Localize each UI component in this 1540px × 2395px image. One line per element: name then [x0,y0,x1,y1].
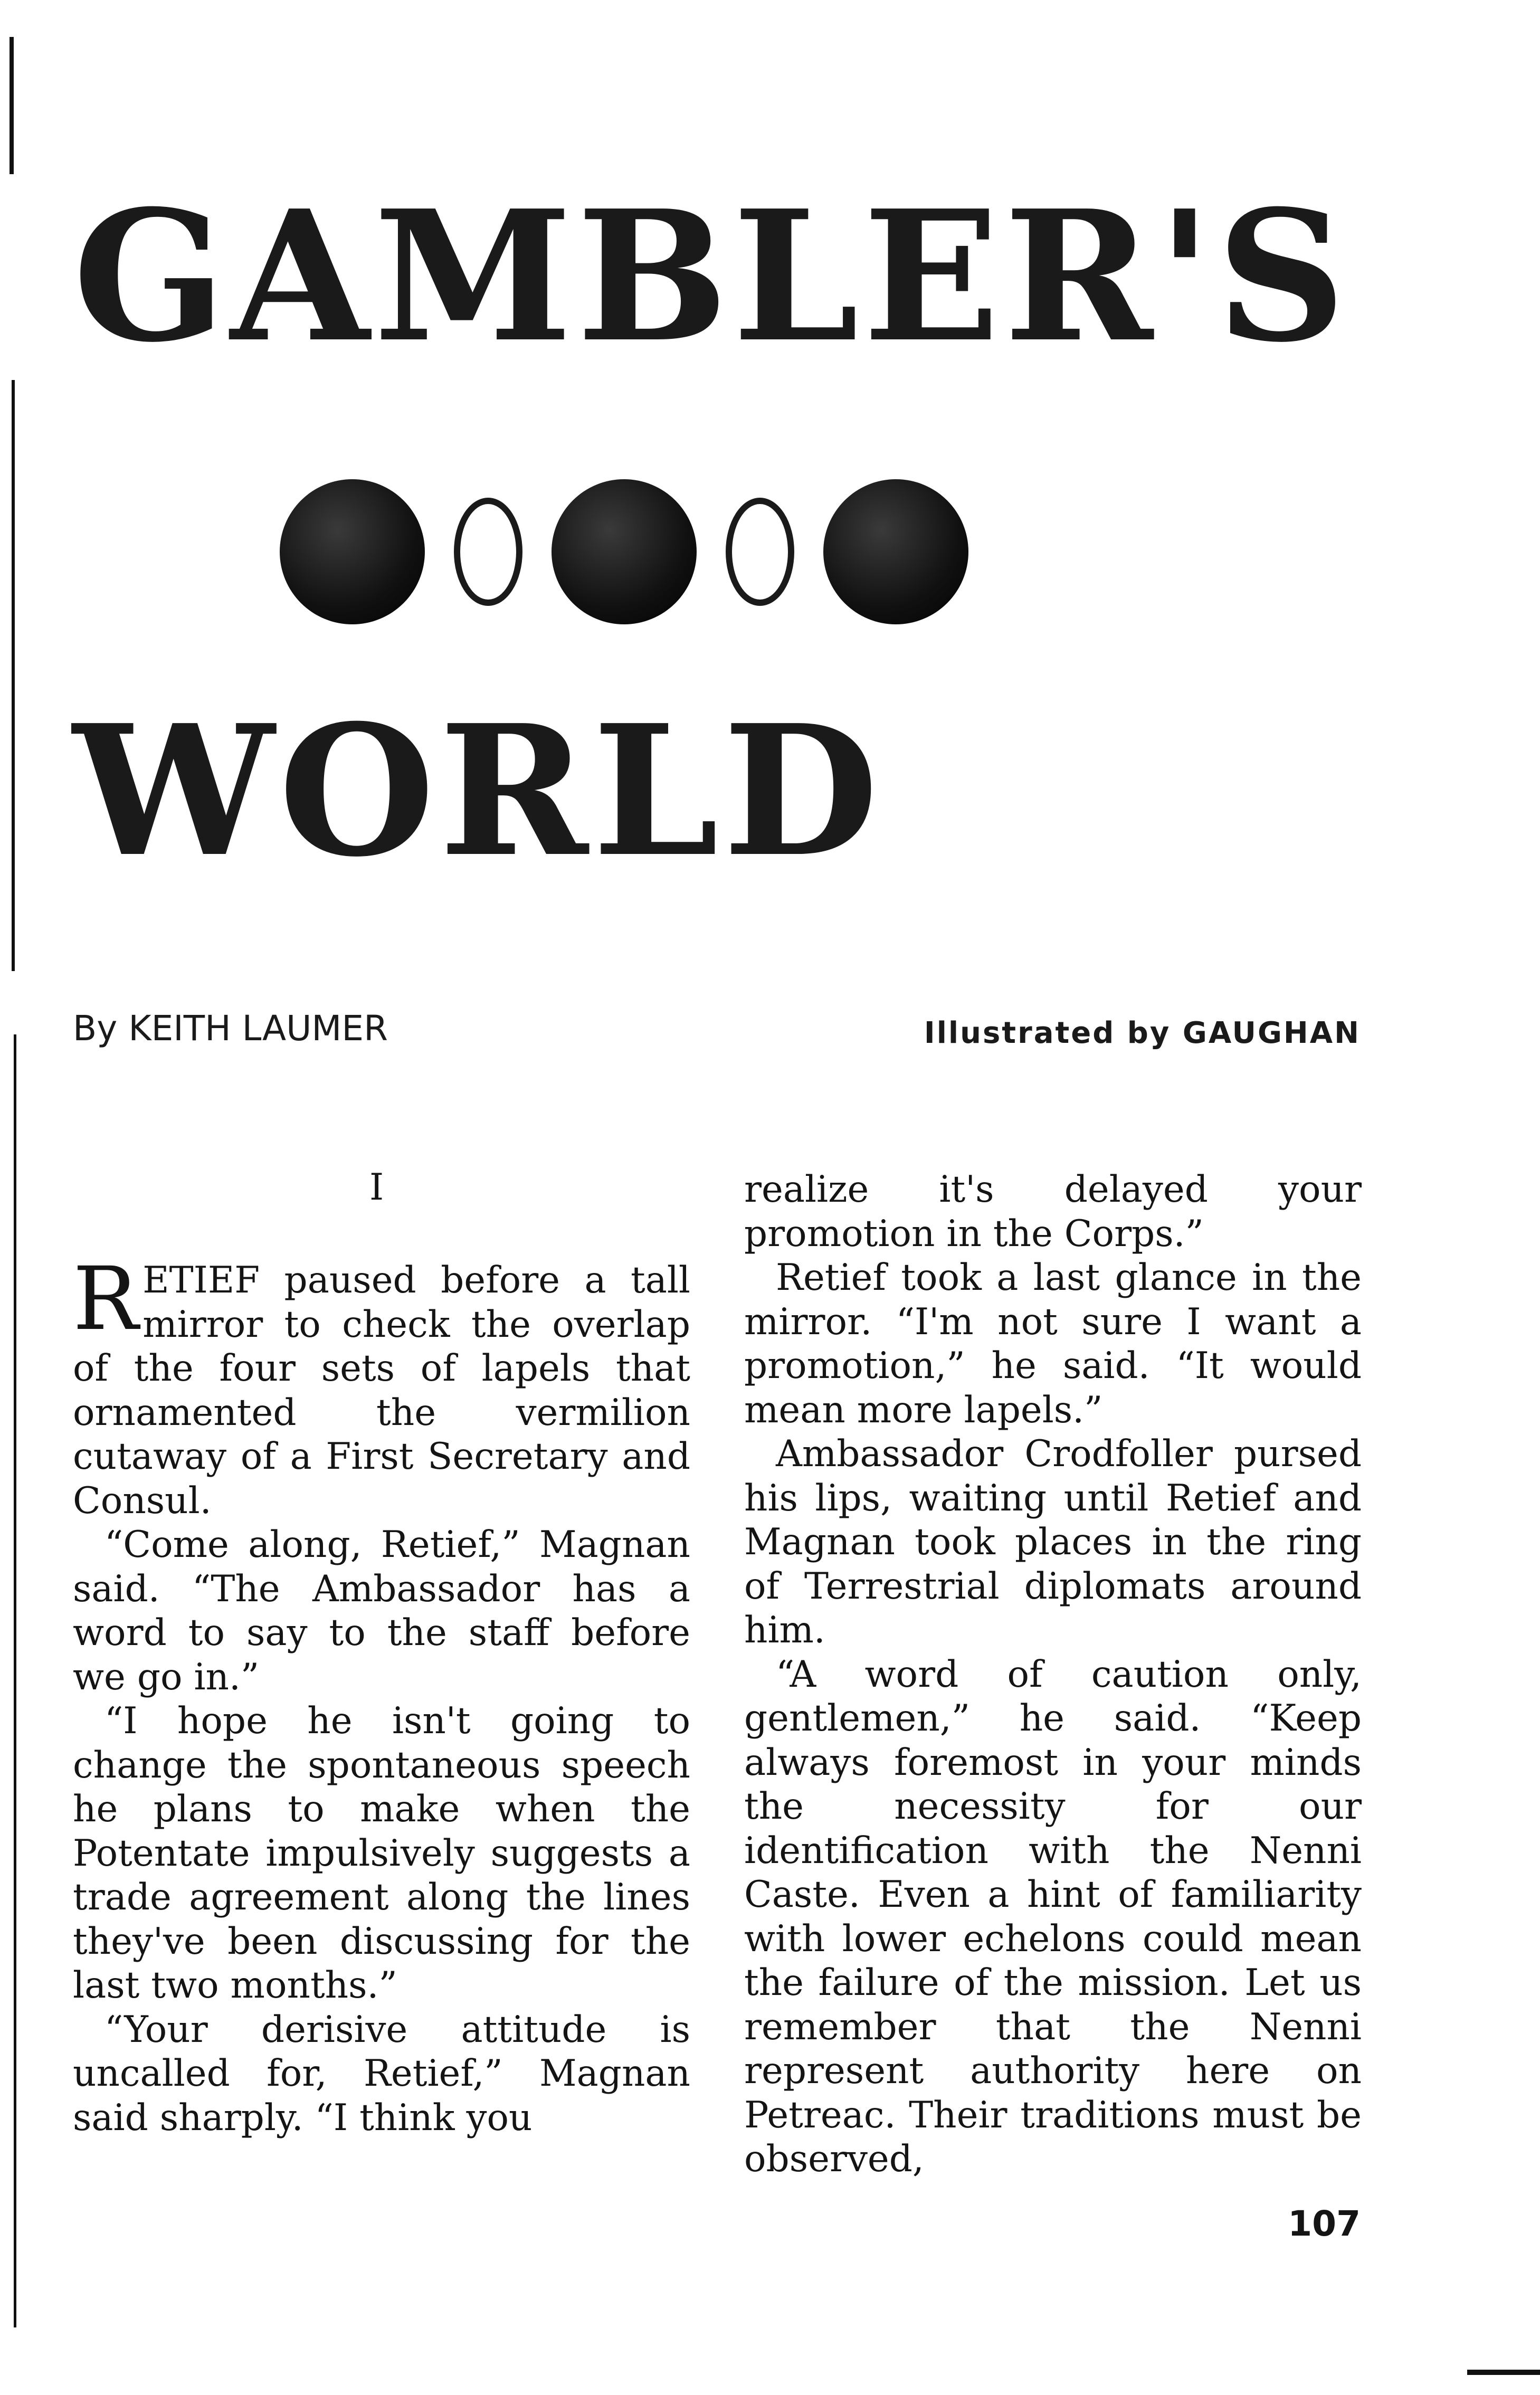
bottom-edge-shadow [1467,2370,1540,2375]
ring-o-icon [454,498,522,606]
ring-o-icon [726,498,794,606]
title-line-1: GAMBLER'S [73,172,1351,382]
page-number: 107 [1288,2203,1361,2244]
section-numeral: I [369,1166,384,1209]
paragraph: Retief took a last glance in the mirror. “I'm not sure I want a promotion,” he said. “It would mean more lapels.” [744,1257,1362,1431]
poker-chip-icon [823,479,968,624]
title-decoration-chips [280,475,997,628]
left-text-column [73,1248,690,2140]
paragraph: “A word of caution only, gentlemen,” he said. “Keep always foremost in your minds the necessity for our identification with the Nenni Caste. Even a hint of familiarity with lower echelons could mean the failure of the mission. Let us remember that the Nenni represent authority here on Petreac. Their traditions must be observed, [744,1653,1362,2180]
right-text-column [744,1168,1362,2182]
paragraph: “Your derisive attitude is uncalled for, Retief,” Magnan said sharply. “I think you [73,2008,690,2139]
title-line-2: WORLD [73,686,883,897]
binding-edge-line [14,1034,16,2327]
paragraph: “Come along, Retief,” Magnan said. “The Ambassador has a word to say to the staff before we go in.” [73,1524,690,1698]
binding-edge-line [9,37,14,174]
binding-edge-line [12,380,15,971]
paragraph: “I hope he isn't going to change the spontaneous speech he plans to make when the Potentate impulsively suggests a trade agreement along the lines they've been discussing for the last two months.” [73,1700,690,2007]
paragraph: realize it's delayed your promotion in the Corps.” [744,1168,1362,1255]
drop-cap: R [73,1248,139,1349]
paragraph-text: ETIEF paused before a tall mirror to check the overlap of the four sets of lapels that ornamented the vermilion cutaway of a First Secretary and Consul. [73,1259,690,1522]
poker-chip-icon [280,479,425,624]
paragraph [73,1248,690,1523]
illustrator-credit: Illustrated by GAUGHAN [924,1016,1361,1050]
author-byline: By KEITH LAUMER [73,1008,388,1049]
paragraph: Ambassador Crodfoller pursed his lips, waiting until Retief and Magnan took places in the ring of Terrestrial diplomats around him. [744,1433,1362,1651]
poker-chip-icon [552,479,697,624]
